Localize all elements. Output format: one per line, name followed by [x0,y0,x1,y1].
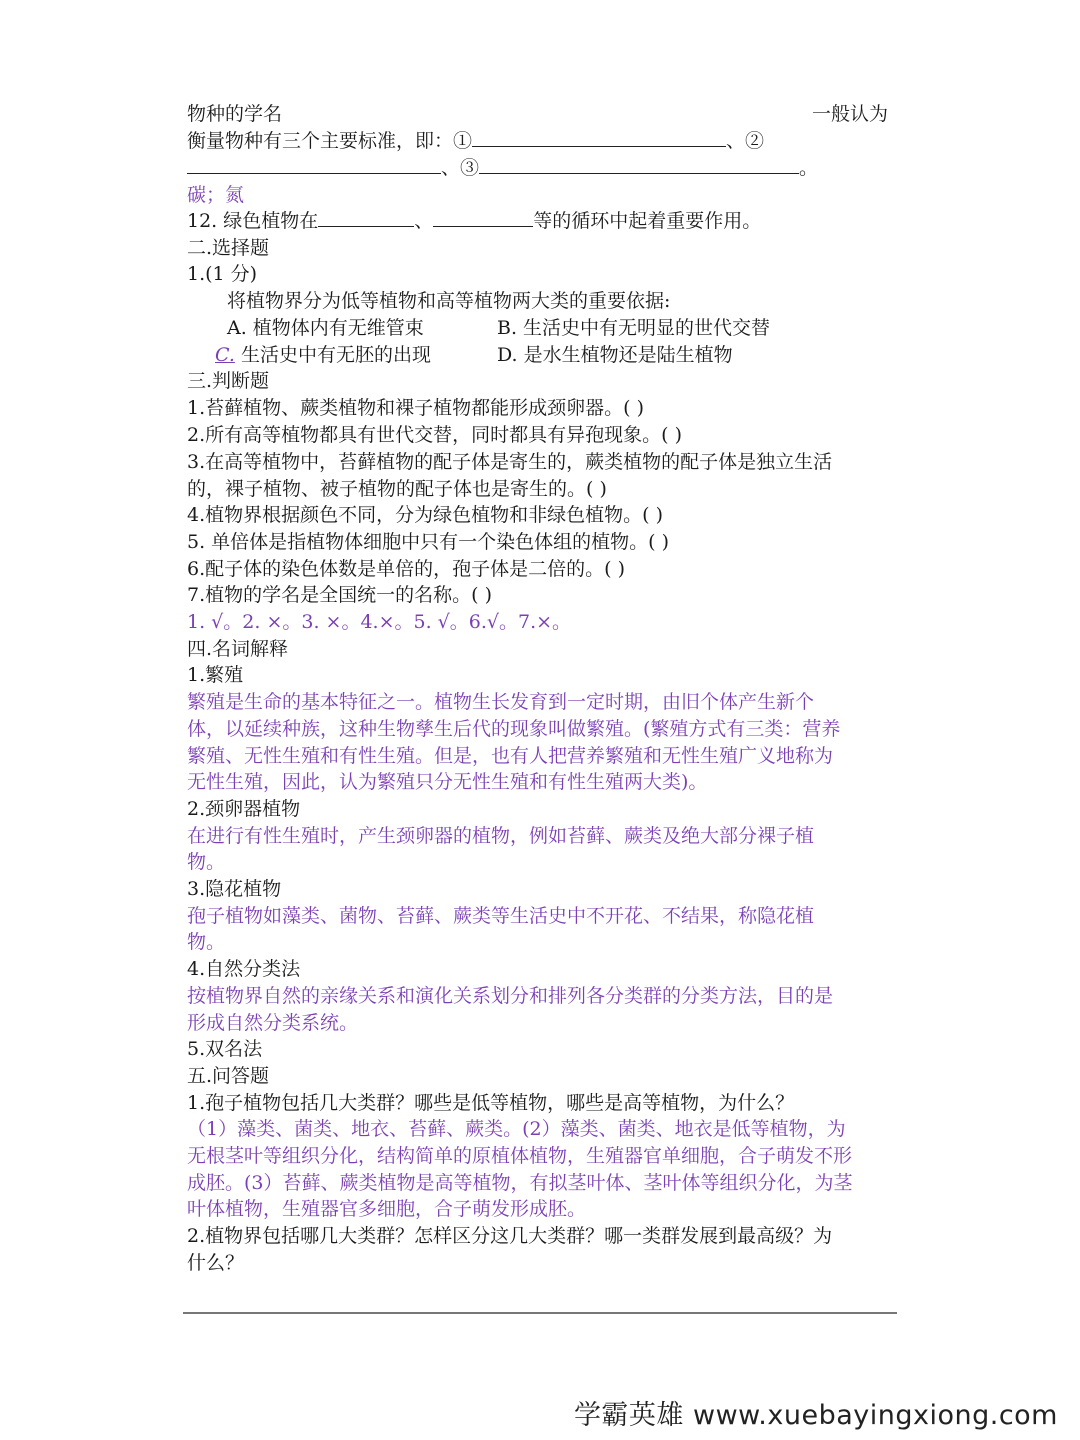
term-1-answer-line-2: 体，以延续种族，这种生物孳生后代的现象叫做繁殖。(繁殖方式有三类：营养 [187,718,841,740]
tf-item-1: 1.苔藓植物、蕨类植物和裸子植物都能形成颈卵器。( ) [187,397,644,419]
term-2-answer-line-2: 物。 [187,851,226,873]
question-12 [187,208,761,234]
qa-2-question-line-2: 什么？ [187,1252,245,1274]
term-3-answer-line-2: 物。 [187,931,226,953]
term-2-title: 2.颈卵器植物 [187,798,301,820]
qa-1-answer-line-2: 无根茎叶等组织分化，结构简单的原植体植物，生殖器官单细胞，合子萌发不形 [187,1145,853,1167]
species-name-line-right: 一般认为 [812,103,889,125]
tf-item-7: 7.植物的学名是全国统一的名称。( ) [187,584,492,606]
term-5-title: 5.双名法 [187,1038,263,1060]
term-3-title: 3.隐花植物 [187,878,282,900]
criteria-sep-2: 、② [726,130,765,152]
page-divider [183,1312,897,1314]
qa-2-question-line-1: 2.植物界包括哪几大类群？怎样区分这几大类群？哪一类群发展到最高级？为 [187,1225,833,1247]
mc-option-c [215,342,431,368]
term-1-answer-line-4: 无性生殖，因此，认为繁殖只分无性生殖和有性生殖两大类)。 [187,771,708,793]
term-1-answer-line-3: 繁殖、无性生殖和有性生殖。但是，也有人把营养繁殖和无性生殖广义地称为 [187,745,834,767]
term-1-answer-line-1: 繁殖是生命的基本特征之一。植物生长发育到一定时期，由旧个体产生新个 [187,691,815,713]
mc-option-b: B. 生活史中有无明显的世代交替 [497,317,771,339]
tf-answers: 1. √。2. ×。3. ×。4.×。5. √。6.√。7.×。 [187,611,572,633]
blank-q12-1 [318,208,414,227]
criteria-end: 。 [799,157,819,179]
section-heading-judgment: 三.判断题 [187,370,270,392]
term-4-answer-line-1: 按植物界自然的亲缘关系和演化关系划分和排列各分类群的分类方法，目的是 [187,985,834,1007]
q12-text-b: 等的循环中起着重要作用。 [533,210,762,232]
tf-item-3b: 的，裸子植物、被子植物的配子体也是寄生的。( ) [187,478,607,500]
tf-item-4: 4.植物界根据颜色不同，分为绿色植物和非绿色植物。( ) [187,504,663,526]
footer-watermark: 学霸英雄 www.xuebayingxiong.com [573,1400,1058,1431]
mc-option-d: D. 是水生植物还是陆生植物 [497,344,733,366]
species-criteria-line [187,128,764,154]
section-heading-terms: 四.名词解释 [187,638,289,660]
criteria-text: 衡量物种有三个主要标准，即：① [187,130,473,152]
selected-answer-mark: C. [215,344,235,366]
qa-1-answer-line-3: 成胚。(3）苔藓、蕨类植物是高等植物，有拟茎叶体、茎叶体等组织分化，为茎 [187,1172,853,1194]
q12-sep: 、 [414,210,434,232]
blank-q12-2 [433,208,533,227]
q12-text-a: 12. 绿色植物在 [187,210,319,232]
section-heading-choice: 二.选择题 [187,237,270,259]
qa-1-answer-line-1: （1）藻类、菌类、地衣、苔藓、蕨类。(2）藻类、菌类、地衣是低等植物，为 [187,1118,846,1140]
tf-item-6: 6.配子体的染色体数是单倍的，孢子体是二倍的。( ) [187,558,625,580]
mc-option-a: A. 植物体内有无维管束 [227,317,424,339]
mc-question-stem: 将植物界分为低等植物和高等植物两大类的重要依据: [227,290,671,312]
term-1-title: 1.繁殖 [187,664,244,686]
criteria-sep-3: 、③ [441,157,480,179]
section-heading-qa: 五.问答题 [187,1065,270,1087]
term-2-answer-line-1: 在进行有性生殖时，产生颈卵器的植物，例如苔藓、蕨类及绝大部分裸子植 [187,825,815,847]
qa-1-question: 1.孢子植物包括几大类群？哪些是低等植物，哪些是高等植物，为什么？ [187,1092,795,1114]
mc-option-c-text: 生活史中有无胚的出现 [234,344,431,366]
term-4-answer-line-2: 形成自然分类系统。 [187,1012,359,1034]
qa-1-answer-line-4: 叶体植物，生殖器官多细胞，合子萌发形成胚。 [187,1198,587,1220]
tf-item-2: 2.所有高等植物都具有世代交替，同时都具有异孢现象。( ) [187,424,682,446]
mc-question-number: 1.(1 分) [187,263,258,285]
blank-1 [472,128,726,147]
term-4-title: 4.自然分类法 [187,958,301,980]
species-criteria-line-2 [187,155,818,181]
tf-item-3a: 3.在高等植物中，苔藓植物的配子体是寄生的，蕨类植物的配子体是独立生活 [187,451,833,473]
blank-2 [187,155,441,174]
blank-3 [479,155,799,174]
term-3-answer-line-1: 孢子植物如藻类、菌物、苔藓、蕨类等生活史中不开花、不结果，称隐花植 [187,905,815,927]
tf-item-5: 5. 单倍体是指植物体细胞中只有一个染色体组的植物。( ) [187,531,670,553]
answer-11: 碳；氮 [187,184,245,206]
species-name-line: 物种的学名 [187,103,283,125]
